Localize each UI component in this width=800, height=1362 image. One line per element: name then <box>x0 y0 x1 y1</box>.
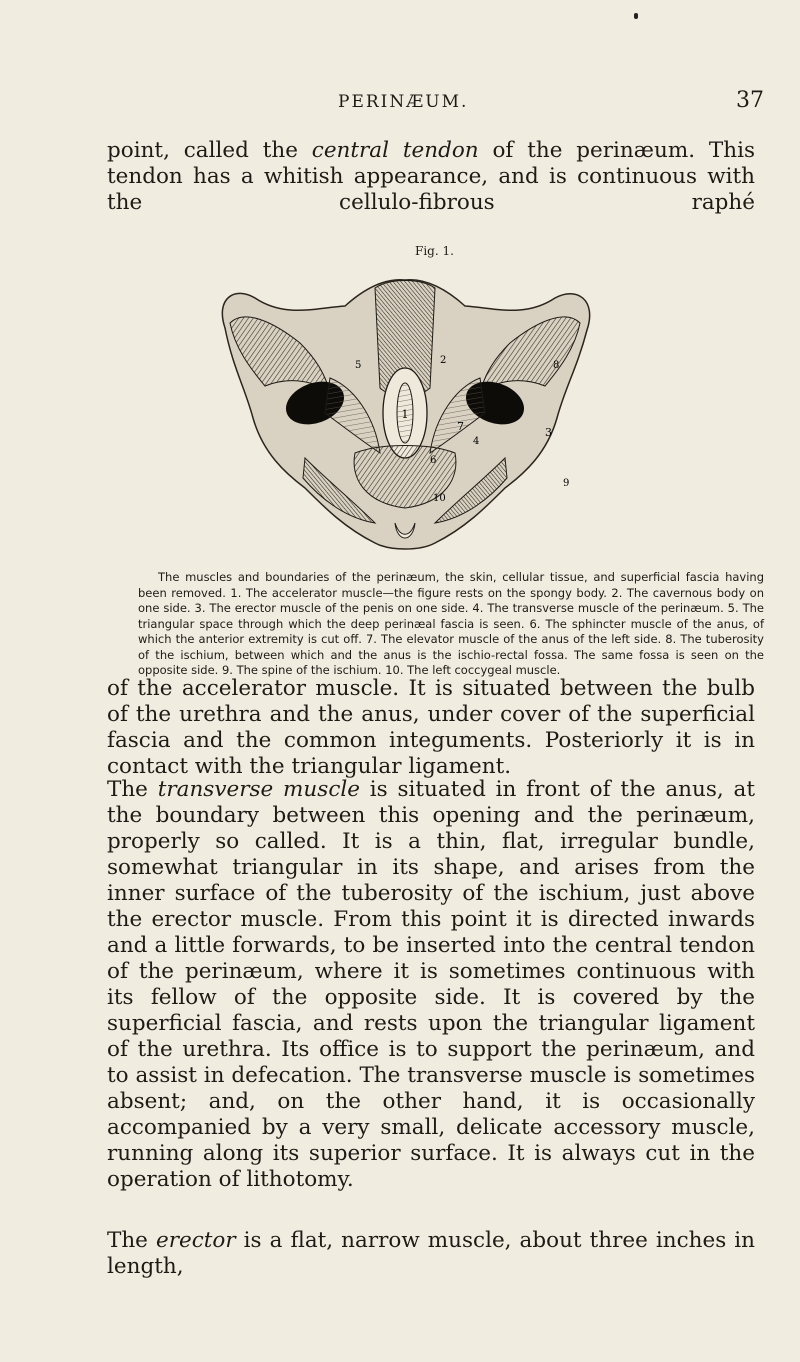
figure-number-1: 1 <box>401 408 409 421</box>
p3-text-a: The <box>107 777 158 802</box>
page-header <box>0 88 800 118</box>
figure-number-7: 7 <box>457 420 464 433</box>
figure-number-5: 5 <box>355 360 362 371</box>
figure-label: Fig. 1. <box>415 244 454 258</box>
running-title: PERINÆUM. <box>338 92 469 112</box>
term-erector: erector <box>155 1228 236 1253</box>
figure-number-8: 8 <box>553 360 560 371</box>
term-transverse-muscle: transverse muscle <box>157 777 360 802</box>
paragraph-continuation <box>107 138 755 216</box>
p4-text-a: The <box>107 1228 156 1253</box>
p4-text-b: is a flat, narrow muscle, about three inches in length, <box>107 1228 756 1279</box>
figure-number-9: 9 <box>563 478 570 489</box>
page-blemish <box>634 13 638 19</box>
p3-text-b: is situated in front of the anus, at the boundary between this opening and the perinæum, properly so called. It is a thin, flat, irregular bundle, somewhat triangular in its shape, and arises from the inner surface of the tuberosity of the ischium, just above the erector muscle. From this point it is directed inwards and a little forwards, to be inserted into the central tendon of the perinæum, where it is sometimes continuous with its fellow of the opposite side. It is covered by the superficial fascia, and rests upon the triangular ligament of the urethra. Its office is to support the perinæum, and to assist in defecation. The transverse muscle is sometimes absent; and, on the other hand, it is occasionally accompanied by a very small, delicate accessory muscle, running along its superior surface. It is always cut in the operation of lithotomy. <box>107 777 756 1192</box>
perineum-anatomical-illustration <box>205 268 605 558</box>
figure-number-6: 6 <box>430 455 437 466</box>
figure-caption <box>138 570 764 679</box>
figure-number-4: 4 <box>473 436 480 447</box>
paragraph-accelerator: of the accelerator muscle. It is situated between the bulb of the urethra and the anus, under cover of the superficial fascia and the common integuments. Posteriorly it is in contact with the triangular ligament. <box>107 676 755 779</box>
figure-number-10: 10 <box>433 493 446 504</box>
paragraph-transverse-muscle <box>107 777 755 1193</box>
p1-text-a: point, called the <box>107 138 312 163</box>
figure-number-3: 3 <box>545 426 552 439</box>
term-central-tendon: central tendon <box>311 138 479 163</box>
page-number: 37 <box>736 88 764 113</box>
caption-text: The muscles and boundaries of the perinæum, the skin, cellular tissue, and superficial fascia having been removed. 1. The accelerator muscle—the figure rests on the spongy body. 2. The cavernous body on one side. 3. The erector muscle of the penis on one side. 4. The transverse muscle of the perinæum. 5. The triangular space through which the deep perinæal fascia is seen. 6. The sphincter muscle of the anus, of which the anterior extremity is cut off. 7. The elevator muscle of the anus of the left side. 8. The tuberosity of the ischium, between which and the anus is the ischio-rectal fossa. The same fossa is seen on the opposite side. 9. The spine of the ischium. 10. The left coccygeal muscle. <box>138 570 764 677</box>
paragraph-erector <box>107 1228 755 1280</box>
figure-number-2: 2 <box>440 355 447 366</box>
p1-text-b: of the perinæum. This tendon has a whitish appearance, and is continuous with the cellulo-fibrous raphé <box>107 138 756 215</box>
